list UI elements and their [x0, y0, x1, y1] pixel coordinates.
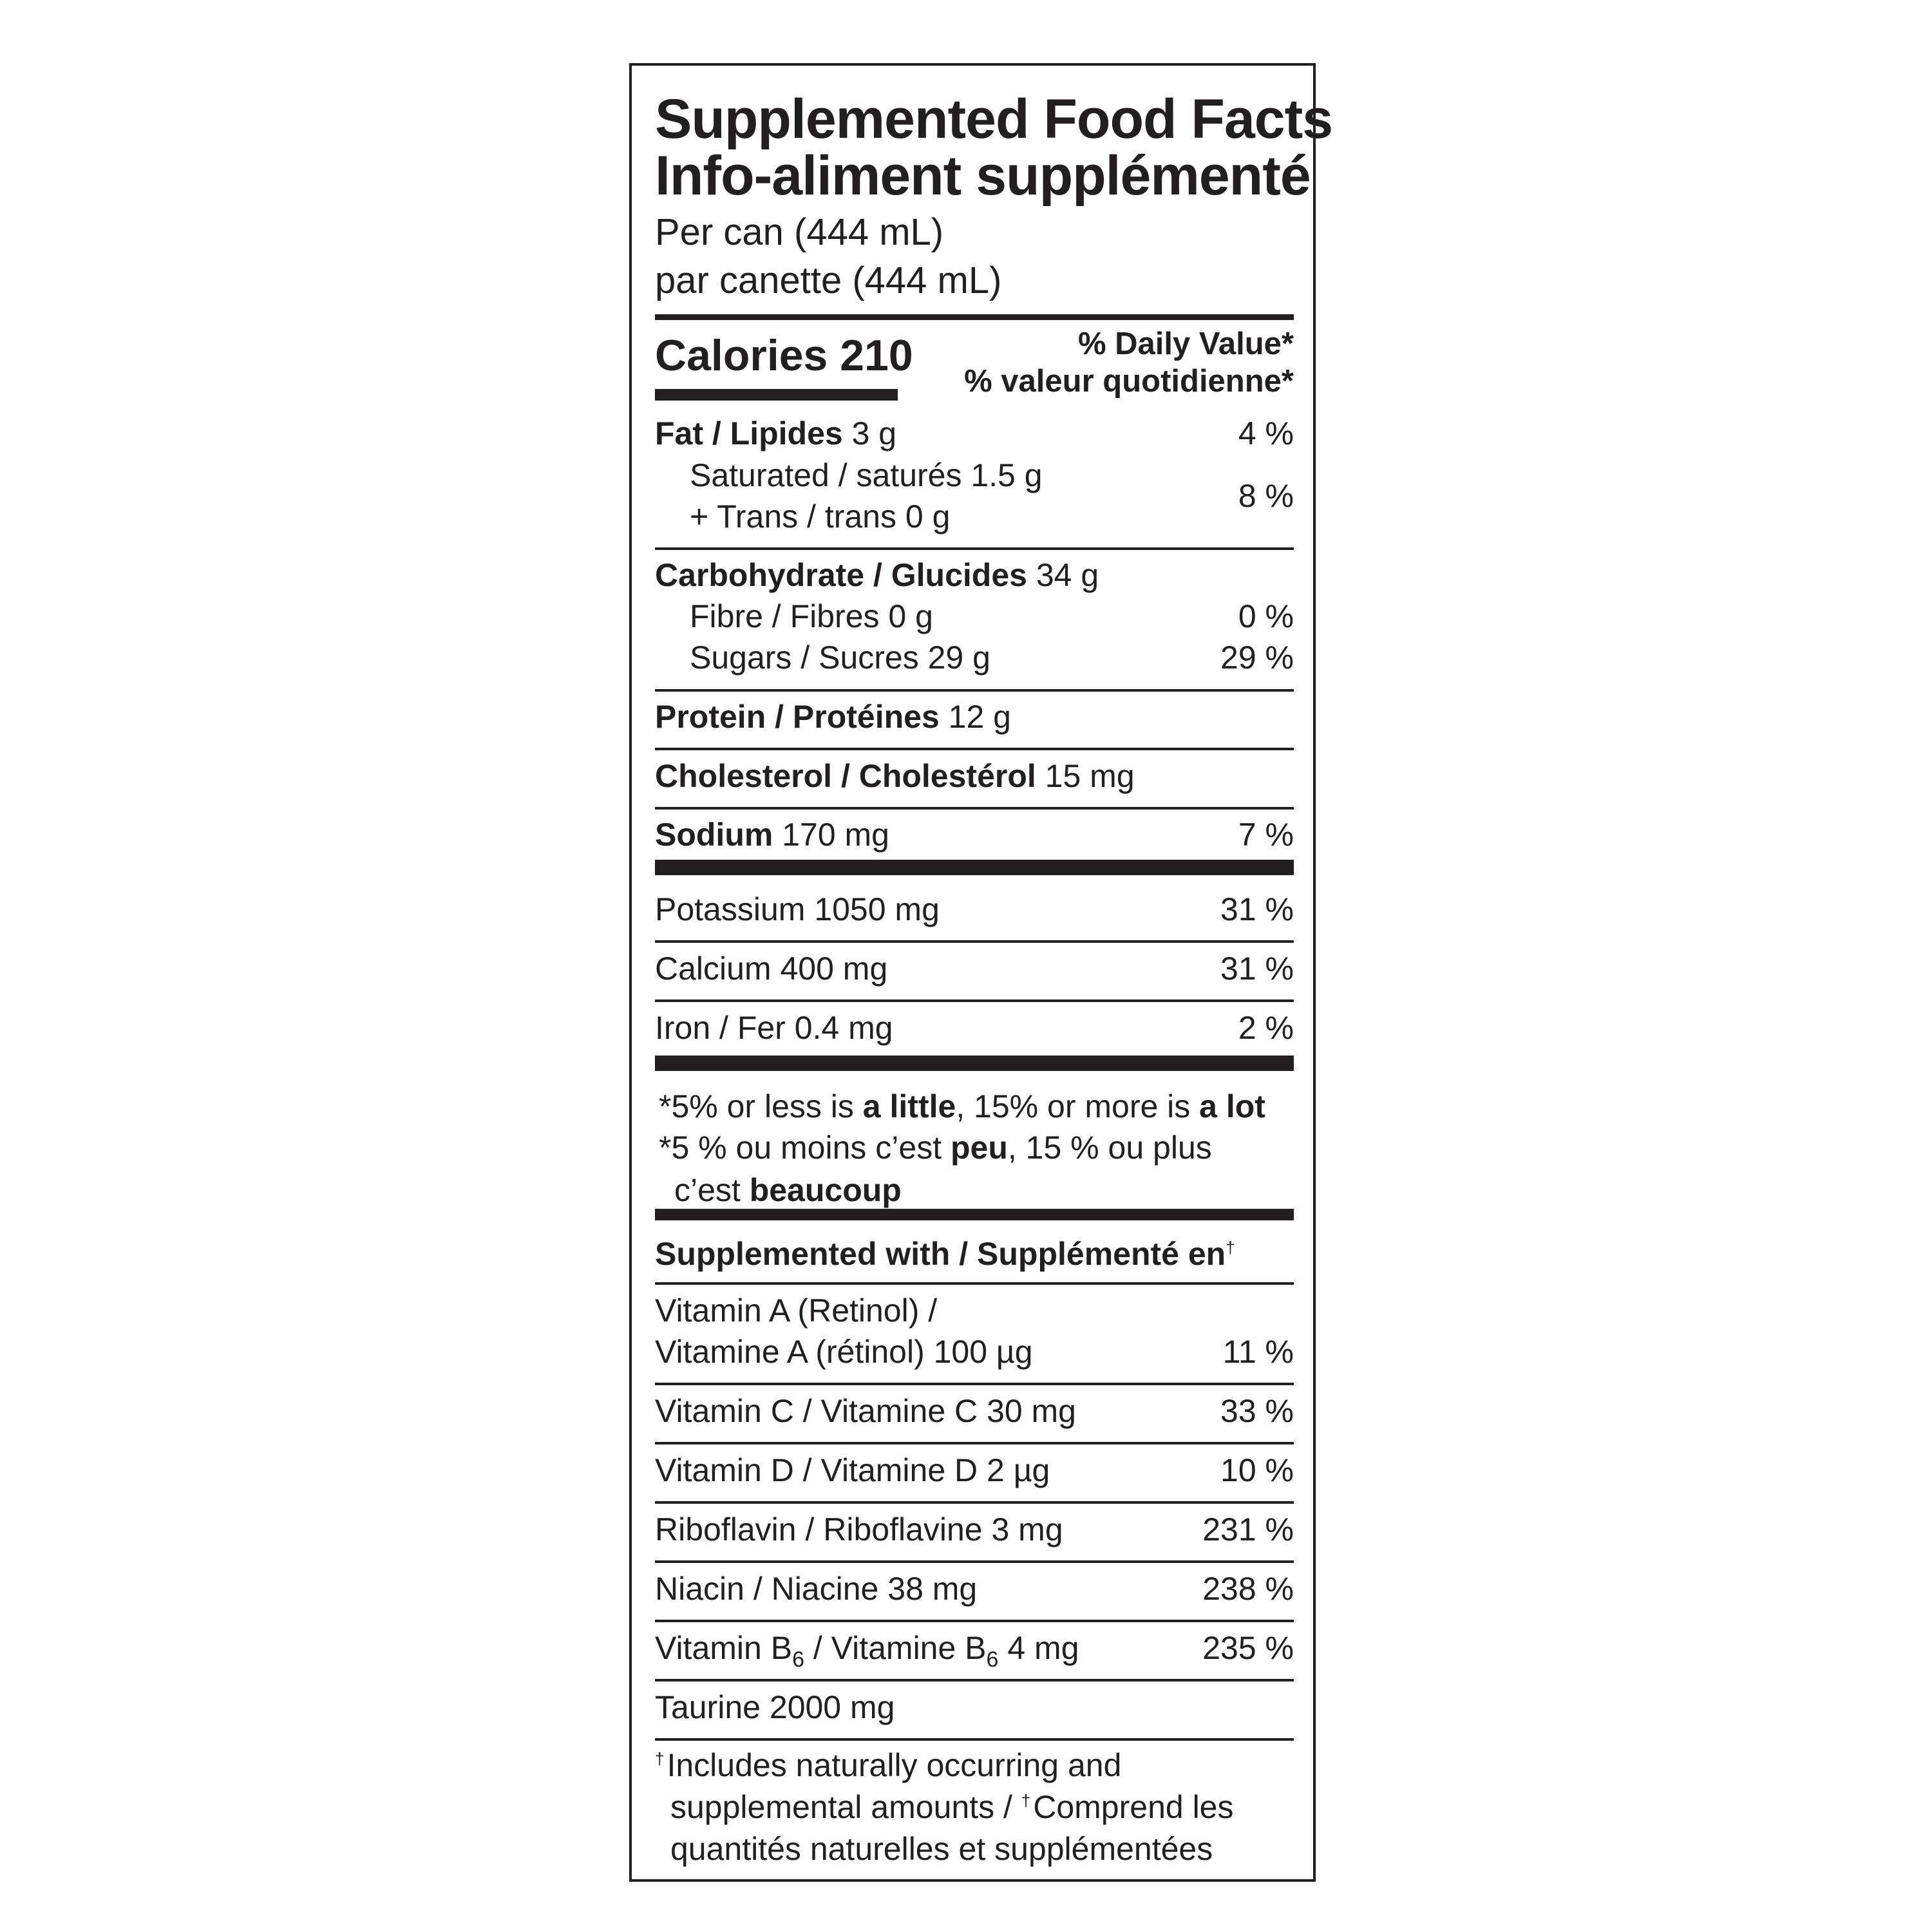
carbohydrate-amount: 34 g — [1027, 557, 1099, 593]
riboflavin-daily-value: 231 % — [1202, 1511, 1294, 1548]
serving-size-french: par canette (444 mL) — [655, 260, 1002, 301]
vitamin-a-daily-value: 11 % — [1222, 1334, 1294, 1370]
trans-fat-row: + Trans / trans 0 g — [690, 498, 951, 535]
niacin-daily-value: 238 % — [1202, 1571, 1294, 1607]
divider-rule — [655, 689, 1294, 692]
divider-rule — [655, 314, 1294, 320]
subscript-six: 6 — [986, 1647, 999, 1672]
note-en-text: , 15% or more is — [956, 1088, 1200, 1124]
divider-rule — [655, 1620, 1294, 1622]
daily-value-header-english: % Daily Value* — [1077, 327, 1294, 361]
vitamin-d-daily-value: 10 % — [1220, 1452, 1294, 1488]
footnote-text: Comprend les — [1033, 1789, 1234, 1825]
footnote-line-2 — [670, 1791, 1234, 1823]
protein-row — [655, 701, 1011, 733]
subscript-six: 6 — [792, 1647, 804, 1672]
divider-rule — [655, 1442, 1294, 1444]
note-en-a-little: a little — [862, 1088, 956, 1124]
niacin-row: Niacin / Niacine 38 mg — [655, 1571, 978, 1607]
sugars-row: Sugars / Sucres 29 g — [690, 639, 990, 676]
sodium-row — [655, 819, 889, 851]
cholesterol-row — [655, 760, 1135, 792]
divider-rule — [655, 940, 1294, 943]
divider-rule — [655, 1560, 1294, 1563]
saturated-trans-daily-value: 8 % — [1238, 478, 1294, 514]
note-en-a-lot: a lot — [1199, 1088, 1265, 1124]
thick-divider-rule — [655, 1056, 1294, 1071]
footnote-line-1 — [655, 1749, 1121, 1781]
riboflavin-row: Riboflavin / Riboflavine 3 mg — [655, 1511, 1063, 1548]
cholesterol-amount: 15 mg — [1036, 758, 1135, 794]
daily-value-header-french: % valeur quotidienne* — [964, 364, 1294, 399]
iron-row: Iron / Fer 0.4 mg — [655, 1010, 893, 1046]
vitamin-c-daily-value: 33 % — [1220, 1393, 1294, 1429]
sodium-daily-value: 7 % — [1238, 817, 1294, 853]
title-english: Supplemented Food Facts — [655, 88, 1333, 150]
fat-row — [655, 417, 896, 450]
footnote-text: Includes naturally occurring and — [667, 1747, 1122, 1783]
vitamin-a-row: Vitamin A (Retinol) / — [655, 1293, 938, 1329]
note-en-text: *5% or less is — [659, 1088, 863, 1124]
divider-rule — [655, 1282, 1294, 1285]
serving-size-english: Per can (444 mL) — [655, 211, 944, 253]
note-fr-text: , 15 % ou plus — [1007, 1130, 1212, 1166]
note-fr-text: c’est — [674, 1172, 750, 1208]
calcium-row: Calcium 400 mg — [655, 951, 888, 987]
carbohydrate-row — [655, 559, 1099, 591]
vitamin-a-row-cont: Vitamine A (rétinol) 100 µg — [655, 1334, 1033, 1370]
calcium-daily-value: 31 % — [1220, 951, 1294, 987]
sodium-amount: 170 mg — [773, 817, 889, 853]
vitamin-b6-row — [655, 1630, 1079, 1672]
dagger-mark: † — [1021, 1791, 1031, 1810]
fat-name: Fat / Lipides — [655, 415, 843, 451]
thick-divider-rule — [655, 860, 1294, 875]
sodium-name: Sodium — [655, 817, 773, 853]
vitamin-d-row: Vitamin D / Vitamine D 2 µg — [655, 1452, 1050, 1488]
vitamin-b6-daily-value: 235 % — [1202, 1630, 1294, 1666]
divider-rule — [655, 999, 1294, 1002]
vitamin-b6-text: / Vitamine B — [804, 1630, 987, 1666]
protein-name: Protein / Protéines — [655, 699, 940, 735]
divider-rule — [655, 547, 1294, 550]
title-french: Info-aliment supplémenté — [655, 145, 1311, 207]
footnote-text: supplemental amounts / — [670, 1789, 1021, 1825]
note-fr-peu: peu — [950, 1130, 1008, 1166]
supplemented-header — [655, 1238, 1235, 1270]
thick-divider-rule — [655, 1209, 1294, 1220]
calories-underline — [655, 389, 898, 401]
carbohydrate-name: Carbohydrate / Glucides — [655, 557, 1027, 593]
divider-rule — [655, 807, 1294, 810]
iron-daily-value: 2 % — [1238, 1010, 1294, 1046]
fat-amount: 3 g — [842, 415, 897, 451]
taurine-row: Taurine 2000 mg — [655, 1689, 895, 1725]
footnote-line-3: quantités naturelles et supplémentées — [670, 1831, 1213, 1867]
saturated-fat-row: Saturated / saturés 1.5 g — [690, 457, 1043, 493]
divider-rule — [655, 1501, 1294, 1504]
daily-value-note-french-cont — [674, 1174, 902, 1206]
dagger-mark: † — [655, 1749, 665, 1768]
dagger-mark: † — [1226, 1238, 1235, 1257]
daily-value-note-french — [659, 1132, 1212, 1164]
divider-rule — [655, 748, 1294, 750]
note-fr-text: *5 % ou moins c’est — [659, 1130, 951, 1166]
potassium-row: Potassium 1050 mg — [655, 891, 940, 927]
nutrition-facts-panel — [629, 63, 1333, 1882]
divider-rule — [655, 1383, 1294, 1385]
vitamin-b6-text: Vitamin B — [655, 1630, 793, 1666]
calories-label: Calories 210 — [655, 331, 913, 380]
note-fr-beaucoup: beaucoup — [749, 1172, 902, 1208]
vitamin-c-row: Vitamin C / Vitamine C 30 mg — [655, 1393, 1076, 1429]
divider-rule — [655, 1679, 1294, 1681]
cholesterol-name: Cholesterol / Cholestérol — [655, 758, 1036, 794]
supplemented-header-text: Supplemented with / Supplémenté en — [655, 1236, 1226, 1272]
sugars-daily-value: 29 % — [1220, 639, 1294, 676]
daily-value-note-english — [659, 1090, 1265, 1122]
fibre-row: Fibre / Fibres 0 g — [690, 598, 933, 634]
vitamin-b6-amount: 4 mg — [998, 1630, 1079, 1666]
fibre-daily-value: 0 % — [1238, 598, 1294, 634]
protein-amount: 12 g — [939, 699, 1011, 735]
potassium-daily-value: 31 % — [1220, 891, 1294, 927]
fat-daily-value: 4 % — [1238, 415, 1294, 451]
divider-rule — [655, 1738, 1294, 1741]
